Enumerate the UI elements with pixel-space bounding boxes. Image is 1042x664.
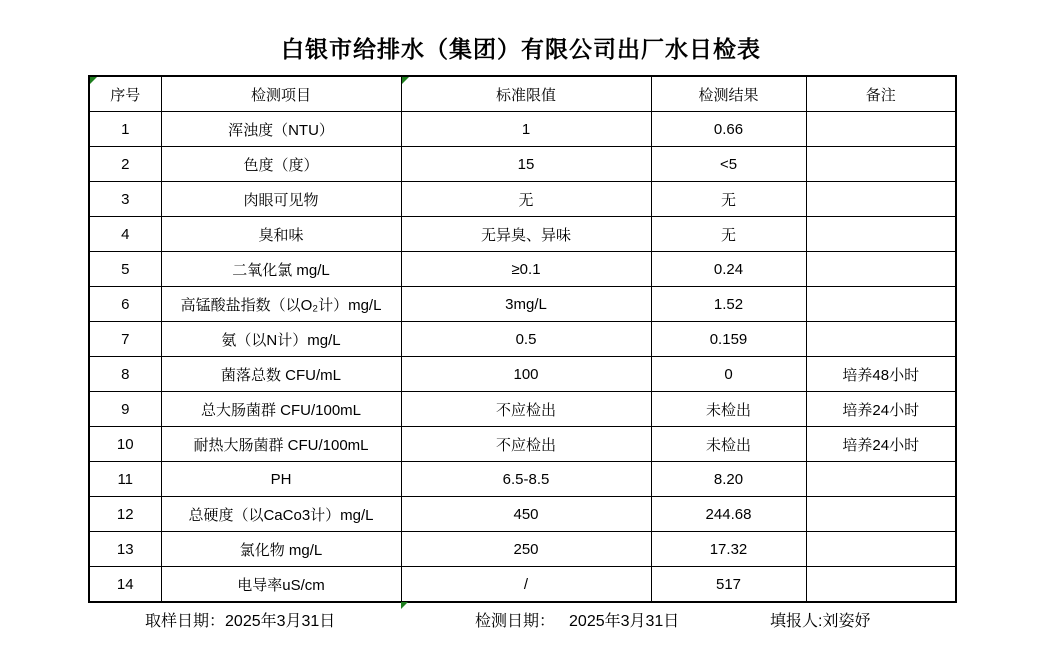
cell-limit: 100 [401,357,651,392]
cell-no: 3 [89,182,161,217]
cell-result: 0.24 [651,252,806,287]
reporter-label: 填报人: [770,613,823,630]
cell-note [806,217,956,252]
cell-limit: 不应检出 [401,427,651,462]
cell-item: 氯化物 mg/L [161,532,401,567]
table-row [89,427,956,462]
table-row [89,322,956,357]
sample-date-value: 2025年3月31日 [225,613,336,630]
cell-note [806,287,956,322]
cell-no: 6 [89,287,161,322]
cell-note [806,182,956,217]
cell-note [806,567,956,603]
cell-no: 4 [89,217,161,252]
cell-note [806,252,956,287]
cell-item: 肉眼可见物 [161,182,401,217]
table-row [89,287,956,322]
cell-limit: 3mg/L [401,287,651,322]
cell-no: 1 [89,112,161,147]
footer [0,608,1042,638]
cell-limit: 不应检出 [401,392,651,427]
cell-limit: / [401,567,651,603]
cell-item: 氨（以N计）mg/L [161,322,401,357]
cell-item: 电导率uS/cm [161,567,401,603]
table-row [89,392,956,427]
header-note: 备注 [806,76,956,112]
cell-item: 耐热大肠菌群 CFU/100mL [161,427,401,462]
table-body [89,112,956,603]
cell-note [806,322,956,357]
excel-marker-icon [402,77,409,84]
cell-item: 臭和味 [161,217,401,252]
cell-item: 色度（度） [161,147,401,182]
cell-item: 菌落总数 CFU/mL [161,357,401,392]
inspection-table [88,75,957,603]
table-row [89,532,956,567]
cell-limit: 450 [401,497,651,532]
cell-limit: 250 [401,532,651,567]
sample-date [145,608,335,631]
cell-result: 1.52 [651,287,806,322]
cell-limit: 0.5 [401,322,651,357]
cell-no: 2 [89,147,161,182]
cell-note [806,497,956,532]
table-row [89,217,956,252]
cell-no: 5 [89,252,161,287]
cell-result: 244.68 [651,497,806,532]
cell-item: PH [161,462,401,497]
cell-result: <5 [651,147,806,182]
cell-no: 13 [89,532,161,567]
cell-limit: 15 [401,147,651,182]
excel-marker-icon [90,77,97,84]
cell-note [806,532,956,567]
cell-note: 培养48小时 [806,357,956,392]
table-row [89,147,956,182]
table-row [89,497,956,532]
cell-note: 培养24小时 [806,427,956,462]
table-row [89,182,956,217]
inspection-table-container [88,75,957,603]
cell-no: 7 [89,322,161,357]
reporter [770,608,870,631]
cell-limit: ≥0.1 [401,252,651,287]
reporter-value: 刘姿妤 [822,613,871,630]
cell-no: 14 [89,567,161,603]
cell-limit: 1 [401,112,651,147]
cell-limit: 6.5-8.5 [401,462,651,497]
table-row [89,567,956,603]
cell-result: 0.159 [651,322,806,357]
test-date-label: 检测日期： [475,613,556,630]
cell-item: 二氧化氯 mg/L [161,252,401,287]
header-item: 检测项目 [161,76,401,112]
cell-note: 培养24小时 [806,392,956,427]
header-limit: 标准限值 [401,76,651,112]
test-date [475,608,679,631]
cell-note [806,147,956,182]
cell-result: 未检出 [651,392,806,427]
cell-item: 总大肠菌群 CFU/100mL [161,392,401,427]
table-row [89,112,956,147]
header-result: 检测结果 [651,76,806,112]
cell-result: 517 [651,567,806,603]
sample-date-label: 取样日期： [145,613,226,630]
cell-no: 9 [89,392,161,427]
table-row [89,252,956,287]
cell-result: 无 [651,217,806,252]
cell-result: 未检出 [651,427,806,462]
cell-item: 高锰酸盐指数（以O₂计）mg/L [161,287,401,322]
table-row [89,462,956,497]
table-row [89,357,956,392]
header-no: 序号 [89,76,161,112]
table-header-row [89,76,956,112]
cell-item: 浑浊度（NTU） [161,112,401,147]
cell-result: 0 [651,357,806,392]
cell-result: 无 [651,182,806,217]
cell-no: 8 [89,357,161,392]
cell-result: 17.32 [651,532,806,567]
cell-note [806,112,956,147]
test-date-value: 2025年3月31日 [569,613,680,630]
cell-item: 总硬度（以CaCo3计）mg/L [161,497,401,532]
cell-result: 0.66 [651,112,806,147]
cell-no: 12 [89,497,161,532]
cell-limit: 无异臭、异味 [401,217,651,252]
cell-result: 8.20 [651,462,806,497]
cell-note [806,462,956,497]
page-title: 白银市给排水（集团）有限公司出厂水日检表 [281,36,761,62]
cell-limit: 无 [401,182,651,217]
cell-no: 10 [89,427,161,462]
cell-no: 11 [89,462,161,497]
